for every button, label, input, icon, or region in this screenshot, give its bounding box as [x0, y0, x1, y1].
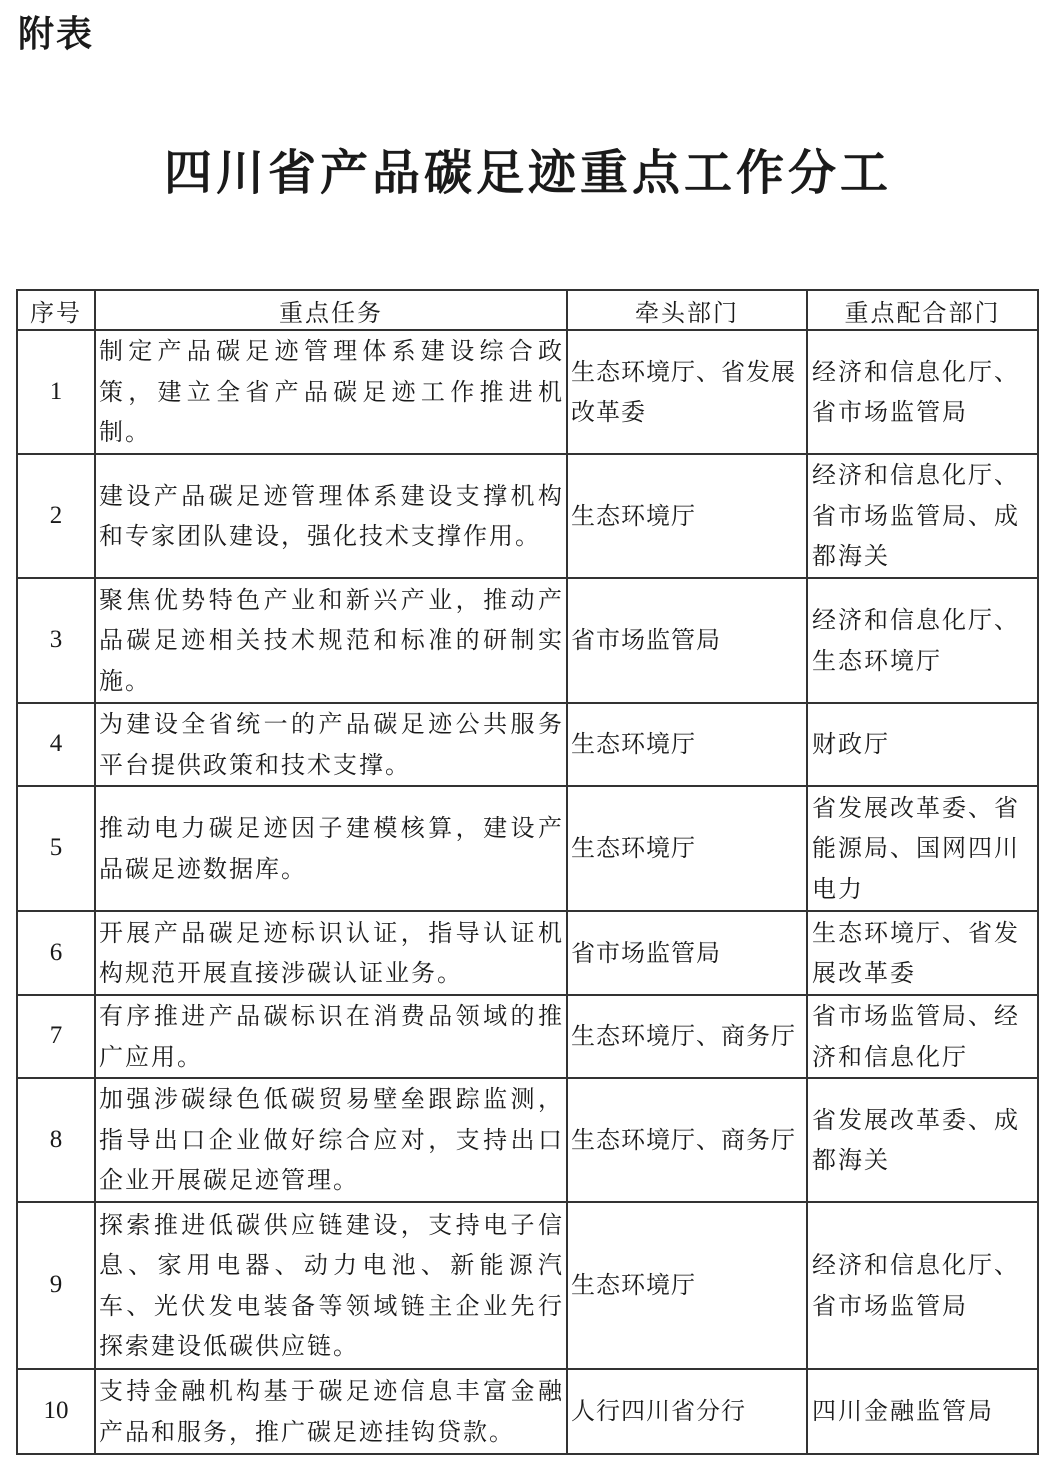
- row-supporting-departments: 经济和信息化厅、省市场监管局: [807, 330, 1038, 454]
- row-task: 制定产品碳足迹管理体系建设综合政策，建立全省产品碳足迹工作推进机制。: [95, 330, 567, 454]
- row-number: 4: [17, 703, 95, 786]
- row-supporting-departments: 生态环境厅、省发展改革委: [807, 911, 1038, 995]
- row-task: 聚焦优势特色产业和新兴产业，推动产品碳足迹相关技术规范和标准的研制实施。: [95, 578, 567, 703]
- row-lead-department: 生态环境厅: [567, 703, 807, 786]
- table-row: [17, 1202, 1038, 1369]
- row-number: 9: [17, 1202, 95, 1369]
- row-task: 开展产品碳足迹标识认证，指导认证机构规范开展直接涉碳认证业务。: [95, 911, 567, 995]
- row-task: 为建设全省统一的产品碳足迹公共服务平台提供政策和技术支撑。: [95, 703, 567, 786]
- appendix-label: 附表: [18, 14, 95, 55]
- row-task: 建设产品碳足迹管理体系建设支撑机构和专家团队建设，强化技术支撑作用。: [95, 454, 567, 578]
- table-row: [17, 1369, 1038, 1454]
- table-row: [17, 911, 1038, 995]
- row-number: 6: [17, 911, 95, 995]
- row-lead-department: 省市场监管局: [567, 911, 807, 995]
- row-supporting-departments: 经济和信息化厅、生态环境厅: [807, 578, 1038, 703]
- row-number: 10: [17, 1369, 95, 1454]
- row-number: 8: [17, 1078, 95, 1202]
- header-serial-number: 序号: [17, 290, 95, 330]
- row-lead-department: 省市场监管局: [567, 578, 807, 703]
- table-row: [17, 703, 1038, 786]
- header-key-task: 重点任务: [95, 290, 567, 330]
- row-lead-department: 生态环境厅: [567, 786, 807, 911]
- table-row: [17, 578, 1038, 703]
- table-row: [17, 1078, 1038, 1202]
- row-number: 3: [17, 578, 95, 703]
- document-title: 四川省产品碳足迹重点工作分工: [163, 145, 892, 201]
- table-row: [17, 995, 1038, 1078]
- row-lead-department: 人行四川省分行: [567, 1369, 807, 1454]
- row-lead-department: 生态环境厅、商务厅: [567, 1078, 807, 1202]
- row-supporting-departments: 省发展改革委、成都海关: [807, 1078, 1038, 1202]
- row-supporting-departments: 省市场监管局、经济和信息化厅: [807, 995, 1038, 1078]
- row-lead-department: 生态环境厅: [567, 1202, 807, 1369]
- table-row: [17, 454, 1038, 578]
- row-supporting-departments: 四川金融监管局: [807, 1369, 1038, 1454]
- row-lead-department: 生态环境厅: [567, 454, 807, 578]
- row-supporting-departments: 财政厅: [807, 703, 1038, 786]
- row-supporting-departments: 省发展改革委、省能源局、国网四川电力: [807, 786, 1038, 911]
- row-task: 有序推进产品碳标识在消费品领域的推广应用。: [95, 995, 567, 1078]
- table-row: [17, 330, 1038, 454]
- row-lead-department: 生态环境厅、省发展改革委: [567, 330, 807, 454]
- row-number: 2: [17, 454, 95, 578]
- row-lead-department: 生态环境厅、商务厅: [567, 995, 807, 1078]
- header-supporting-departments: 重点配合部门: [807, 290, 1038, 330]
- work-division-table: [16, 289, 1039, 1455]
- row-task: 推动电力碳足迹因子建模核算，建设产品碳足迹数据库。: [95, 786, 567, 911]
- table-header-row: [17, 290, 1038, 330]
- row-task: 加强涉碳绿色低碳贸易壁垒跟踪监测，指导出口企业做好综合应对，支持出口企业开展碳足迹管理。: [95, 1078, 567, 1202]
- row-number: 7: [17, 995, 95, 1078]
- row-supporting-departments: 经济和信息化厅、省市场监管局: [807, 1202, 1038, 1369]
- header-lead-department: 牵头部门: [567, 290, 807, 330]
- row-task: 探索推进低碳供应链建设，支持电子信息、家用电器、动力电池、新能源汽车、光伏发电装备等领域链主企业先行探索建设低碳供应链。: [95, 1202, 567, 1369]
- table-row: [17, 786, 1038, 911]
- row-task: 支持金融机构基于碳足迹信息丰富金融产品和服务，推广碳足迹挂钩贷款。: [95, 1369, 567, 1454]
- row-number: 5: [17, 786, 95, 911]
- row-supporting-departments: 经济和信息化厅、省市场监管局、成都海关: [807, 454, 1038, 578]
- row-number: 1: [17, 330, 95, 454]
